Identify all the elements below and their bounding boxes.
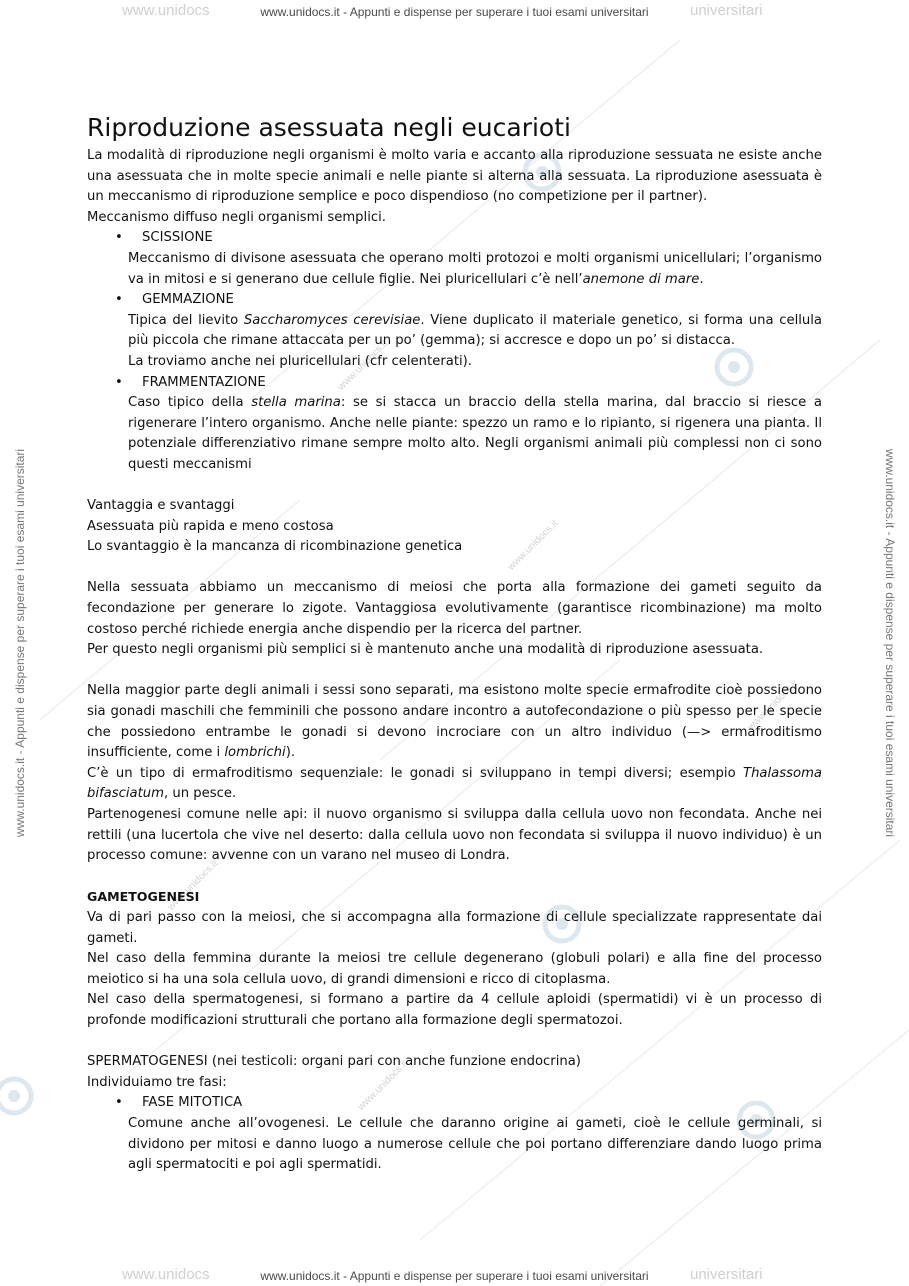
list-item xyxy=(87,373,822,476)
watermark-banner-top: www.unidocs.it - Appunti e dispense per superare i tuoi esami universitari xyxy=(260,5,649,19)
list-item xyxy=(87,1093,822,1175)
bullet-heading: • SCISSIONE xyxy=(87,228,822,249)
pros-cons-line: Vantaggia e svantaggi xyxy=(87,498,235,514)
bullet-body xyxy=(87,393,822,475)
spacer xyxy=(87,661,822,682)
body-text: C’è un tipo di ermafroditismo sequenziale: le gonadi si sviluppano in tempi diversi; esempio xyxy=(87,765,744,781)
sexual-paragraph: Per questo negli organismi più semplici si è mantenuto anche una modalità di riproduzione asessuata. xyxy=(87,642,764,658)
intro-paragraph: Meccanismo diffuso negli organismi semplici. xyxy=(87,209,386,225)
gametogenesis-paragraph: Nel caso della spermatogenesi, si formano a partire da 4 cellule aploidi (spermatidi) vi è un processo di profonde modificazioni strutturali che portano alla formazione degli spermatozoi. xyxy=(87,992,822,1028)
watermark-diagonal: www.unidocs.it xyxy=(505,518,561,573)
gametogenesis-paragraph: Va di pari passo con la meiosi, che si accompagna alla formazione di cellule specializzate rappresentate dai gameti. xyxy=(87,909,822,946)
watermark-diagonal: www.unidocs.it xyxy=(165,858,221,913)
body-text: Tipica del lievito xyxy=(128,312,244,328)
page-title: Riproduzione asessuata negli eucarioti xyxy=(87,113,571,142)
watermark-logo-icon xyxy=(0,1074,36,1118)
bullet-body-extra: La troviamo anche nei pluricellulari (cfr celenterati). xyxy=(128,353,472,369)
document-content xyxy=(87,112,822,1176)
watermark-ghost: universitari xyxy=(690,2,763,19)
watermark-diagonal: www.unidocs.it xyxy=(355,1058,411,1113)
body-text: Caso tipico della xyxy=(128,395,252,411)
sexes-paragraph xyxy=(87,764,822,805)
phases-list xyxy=(87,1093,822,1175)
watermark-ghost: www.unidocs xyxy=(122,2,210,19)
gametogenesis-paragraph: Nel caso della femmina durante la meiosi tre cellule degenerano (globuli polari) e alla fine del processo meiotico si ha una sola cellula uovo, di grandi dimensioni e ricco di citoplasma. xyxy=(87,951,822,987)
intro-paragraph: La modalità di riproduzione negli organismi è molto varia e accanto alla riproduzione sessuata ne esiste anche una asessuata che in molte specie animali e nelle piante si alterna alla sessuata. La riproduzione asessuata è un meccanismo di riproduzione semplice e poco dispendioso (no competizione per il partner). xyxy=(87,148,822,205)
bullet-body: Comune anche all’ovogenesi. Le cellule che daranno origine ai gameti, cioè le cellule germinali, si dividono per mitosi e danno luogo a numerose cellule che poi portano differenziare dando luogo prima agli spermatociti e poi agli spermatidi. xyxy=(128,1115,822,1173)
body-text: Nella maggior parte degli animali i sessi sono separati, ma esistono molte specie ermafrodite cioè possiedono sia gonadi maschili che femminili che possono andare incontro a autofecondazione o più spesso per le specie che possiedono entrambe le gonadi si devono incrociare con un altro individuo (—> ermafroditismo insufficiente, come i xyxy=(87,683,822,761)
bullet-body xyxy=(87,311,822,352)
italic-term: anemone di mare xyxy=(582,271,700,287)
body-text: : se si stacca un braccio della stella marina, dal braccio si riesce a rigenerare l’intero organismo. Anche nelle piante: spezzo un ramo e lo ripianto, si rigenera una pianta. Il potenziale differenziativo rimane sempre molto alto. Negli organismi animali più complessi non ci sono questi meccanismi xyxy=(128,395,822,472)
body-text: ). xyxy=(285,745,296,761)
sexual-paragraph: Nella sessuata abbiamo un meccanismo di meiosi che porta alla formazione dei gameti seguito da fecondazione per generare lo zigote. Vantaggiosa evolutivamente (garantisce ricombinazione) ma molto costoso perché richiede energia anche dispendio per la ricerca del partner. xyxy=(87,580,822,637)
sexes-paragraph: Partenogenesi comune nelle api: il nuovo organismo si sviluppa dalla cellula uovo non fecondata. Anche nei rettili (una lucertola che vive nel deserto: dalla cellula uovo non fecondata si sviluppa il nuovo individuo) è un processo comune: avvenne con un varano nel museo di Londra. xyxy=(87,807,822,864)
section-heading: SPERMATOGENESI (nei testicoli: organi pari con anche funzione endocrina) xyxy=(87,1054,581,1070)
spermatogenesis-intro: Individuiamo tre fasi: xyxy=(87,1074,227,1090)
watermark-diagonal: www.unidocs.it xyxy=(335,338,391,393)
spacer xyxy=(87,558,822,579)
bullet-body xyxy=(87,249,822,290)
watermark-banner-left: www.unidocs.it - Appunti e dispense per superare i tuoi esami universitari xyxy=(13,448,27,838)
italic-term: Thalassoma bifasciatum xyxy=(87,765,822,802)
watermark-ghost: www.unidocs xyxy=(122,1266,210,1283)
watermark-banner-bottom: www.unidocs.it - Appunti e dispense per superare i tuoi esami universitari xyxy=(260,1269,649,1283)
spacer xyxy=(87,1032,822,1053)
watermark-banner-right: www.unidocs.it - Appunti e dispense per superare i tuoi esami universitari xyxy=(883,448,897,838)
list-item xyxy=(87,290,822,372)
body-text: . Viene duplicato il materiale genetico, si forma una cellula più piccola che rimane attaccata per un po’ (gemma); si accresce e dopo un po’ si distacca. xyxy=(128,312,822,349)
bullet-heading: • FASE MITOTICA xyxy=(87,1093,822,1114)
sexes-paragraph xyxy=(87,681,822,763)
watermark-diagonal: www.unidocs.it xyxy=(745,678,801,733)
pros-cons-line: Asessuata più rapida e meno costosa xyxy=(87,518,334,534)
bullet-heading: • GEMMAZIONE xyxy=(87,290,822,311)
list-item xyxy=(87,228,822,290)
spacer xyxy=(87,867,822,888)
watermark-ghost: universitari xyxy=(690,1266,763,1283)
italic-term: Saccharomyces cerevisiae xyxy=(243,312,421,328)
italic-term: lombrichi xyxy=(224,745,286,761)
asexual-types-list xyxy=(87,228,822,475)
body-text: Meccanismo di divisone asessuata che operano molti protozoi e molti organismi unicellulari; l’organismo va in mitosi e si generano due cellule figlie. Nei pluricellulari c’è nell’ xyxy=(128,250,822,287)
section-heading: GAMETOGENESI xyxy=(87,889,200,905)
pros-cons-line: Lo svantaggio è la mancanza di ricombinazione genetica xyxy=(87,539,463,555)
bullet-heading: • FRAMMENTAZIONE xyxy=(87,373,822,394)
body-text: , un pesce. xyxy=(164,786,237,802)
body-text: . xyxy=(699,271,704,287)
italic-term: stella marina xyxy=(251,395,341,411)
spacer xyxy=(87,476,822,497)
